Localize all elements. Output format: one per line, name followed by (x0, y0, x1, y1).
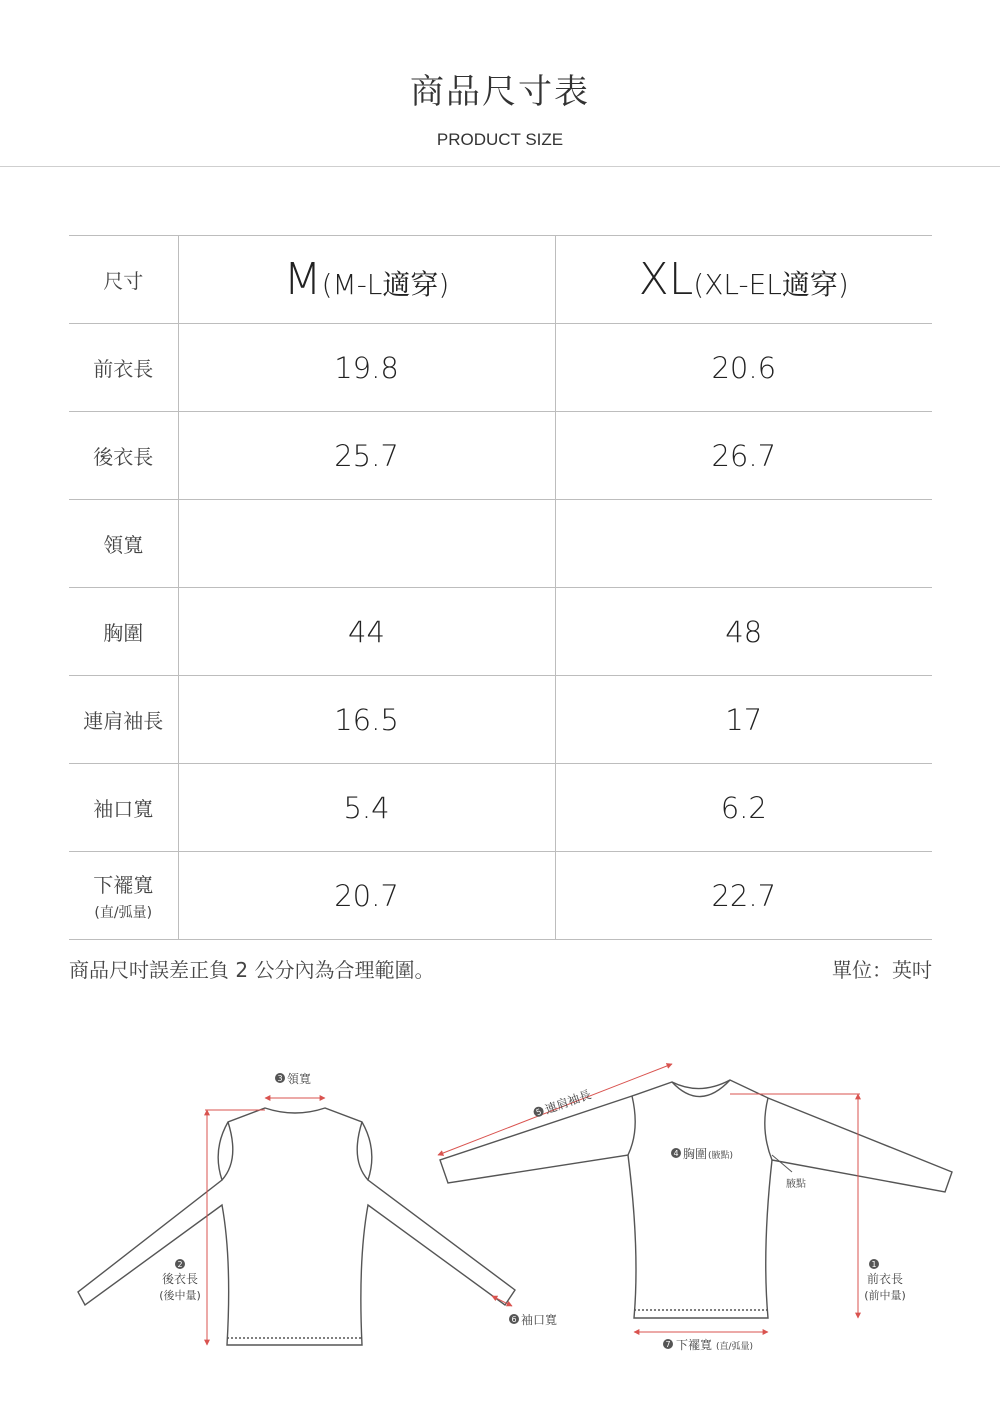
size-fit: (M-L適穿) (321, 268, 450, 301)
svg-text:腋點: 腋點 (786, 1179, 806, 1190)
row-label: 胸圍 (103, 621, 144, 645)
table-row (69, 852, 932, 940)
table-row (69, 324, 932, 412)
size-name: M (283, 254, 322, 305)
value-cell: 16.5 (334, 702, 399, 737)
table-row (69, 500, 932, 588)
svg-text:5: 5 (534, 1107, 543, 1118)
header-divider (0, 166, 1000, 167)
svg-text:前衣長: 前衣長 (866, 1272, 904, 1286)
header-label: 尺寸 (103, 269, 144, 293)
table-row (69, 412, 932, 500)
svg-text:(腋點): (腋點) (708, 1151, 734, 1161)
value-cell: 25.7 (334, 438, 399, 473)
tolerance-note: 商品尺吋誤差正負 2 公分內為合理範圍。 (69, 958, 435, 982)
svg-text:(前中量): (前中量) (864, 1289, 906, 1302)
svg-text:4: 4 (673, 1149, 679, 1158)
svg-text:7: 7 (665, 1340, 671, 1349)
header-label-cell (69, 236, 178, 324)
row-label: 後衣長 (93, 445, 154, 469)
table-row (69, 588, 932, 676)
row-label: 下襬寬 (93, 873, 154, 897)
measurement-diagram (0, 1040, 1000, 1401)
value-cell: 44 (348, 614, 385, 649)
back-length-label (159, 1259, 201, 1302)
svg-text:後衣長: 後衣長 (161, 1272, 199, 1286)
svg-text:1: 1 (871, 1260, 877, 1269)
svg-text:2: 2 (177, 1260, 183, 1269)
svg-text:3: 3 (277, 1074, 283, 1083)
svg-text:領寬: 領寬 (287, 1072, 312, 1086)
value-cell: 26.7 (711, 438, 777, 473)
size-name: XL (638, 254, 694, 305)
svg-text:下襬寬: 下襬寬 (676, 1338, 713, 1352)
row-label: 領寬 (103, 533, 144, 557)
value-cell: 48 (725, 614, 763, 649)
size-fit: (XL-EL適穿) (693, 268, 849, 301)
collar-label (275, 1071, 311, 1086)
back-view-shirt (78, 1108, 515, 1345)
value-cell: 6.2 (720, 790, 767, 825)
svg-text:(直/弧量): (直/弧量) (716, 1342, 754, 1352)
hem-label (663, 1337, 753, 1352)
value-cell: 20.7 (334, 878, 399, 913)
svg-text:6: 6 (511, 1315, 517, 1324)
value-cell: 17 (725, 702, 763, 737)
table-header-row (69, 236, 932, 324)
value-cell: 22.7 (711, 878, 777, 913)
svg-text:胸圍: 胸圍 (683, 1147, 708, 1161)
unit-note: 單位：英吋 (832, 958, 932, 982)
row-label: 前衣長 (93, 357, 154, 381)
page-subtitle: PRODUCT SIZE (436, 130, 564, 149)
value-cell: 19.8 (334, 350, 399, 385)
svg-text:袖口寬: 袖口寬 (521, 1313, 558, 1327)
row-label: 袖口寬 (93, 797, 154, 821)
cuff-label (509, 1312, 557, 1327)
table-row (69, 764, 932, 852)
svg-text:連肩袖長: 連肩袖長 (543, 1087, 594, 1117)
chest-label (671, 1146, 733, 1161)
svg-text:(後中量): (後中量) (159, 1289, 201, 1302)
measurement-lines (205, 1064, 860, 1345)
front-length-label (864, 1259, 906, 1302)
value-cell: 5.4 (343, 790, 390, 825)
size-table (69, 235, 932, 940)
size-header-m (178, 236, 555, 324)
sleeve-length-label (532, 1086, 594, 1121)
table-row (69, 676, 932, 764)
value-cell: 20.6 (711, 350, 777, 385)
page-title: 商品尺寸表 (410, 72, 590, 112)
size-header-xl (555, 236, 932, 324)
row-sublabel: (直/弧量) (94, 905, 153, 921)
row-label: 連肩袖長 (83, 709, 164, 733)
armpit-label (786, 1177, 806, 1190)
